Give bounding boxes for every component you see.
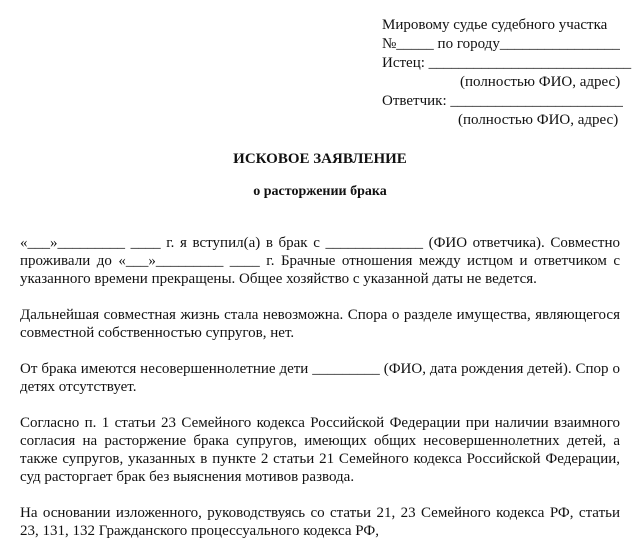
plaintiff-hint: (полностью ФИО, адрес) xyxy=(460,74,621,90)
paragraph-marriage: «___»_________ ____ г. я вступил(а) в брак с _____________ (ФИО ответчика). Совместно проживали до «___»_________ ____ г. Брачные отношения между истцом и ответчиком с указанного времени прекращены. Общее хозяйство с указанной даты не ведется. xyxy=(20,235,620,287)
defendant-hint: (полностью ФИО, адрес) xyxy=(458,112,619,128)
paragraph-legal-basis: Согласно п. 1 статьи 23 Семейного кодекса Российской Федерации при наличии взаимного согласия на расторжение брака супругов, имеющих общих несовершеннолетних детей, а также супругов, указанных в пункте 2 статьи 21 Семейного кодекса Российской Федерации, суд расторгает брак без выяснения мотивов развода. xyxy=(20,415,620,485)
document-title: ИСКОВОЕ ЗАЯВЛЕНИЕ xyxy=(233,151,407,167)
document-body xyxy=(20,234,620,558)
document-subtitle: о расторжении брака xyxy=(253,184,387,199)
addressee-block xyxy=(382,16,632,130)
court-line: Мировому судье судебного участка xyxy=(382,17,608,33)
paragraph-children: От брака имеются несовершеннолетние дети _________ (ФИО, дата рождения детей). Спор о детях отсутствует. xyxy=(20,361,620,395)
defendant-line: Ответчик: _______________________ xyxy=(382,93,623,109)
paragraph-conclusion: На основании изложенного, руководствуясь со статьи 21, 23 Семейного кодекса РФ, статьи 23, 131, 132 Гражданского процессуального кодекса РФ, xyxy=(20,505,620,539)
court-number-line: №_____ по городу________________ xyxy=(382,36,620,52)
paragraph-property: Дальнейшая совместная жизнь стала невозможна. Спора о разделе имущества, являющегося совместной собственностью супругов, нет. xyxy=(20,307,620,341)
plaintiff-line: Истец: ___________________________ xyxy=(382,55,632,71)
